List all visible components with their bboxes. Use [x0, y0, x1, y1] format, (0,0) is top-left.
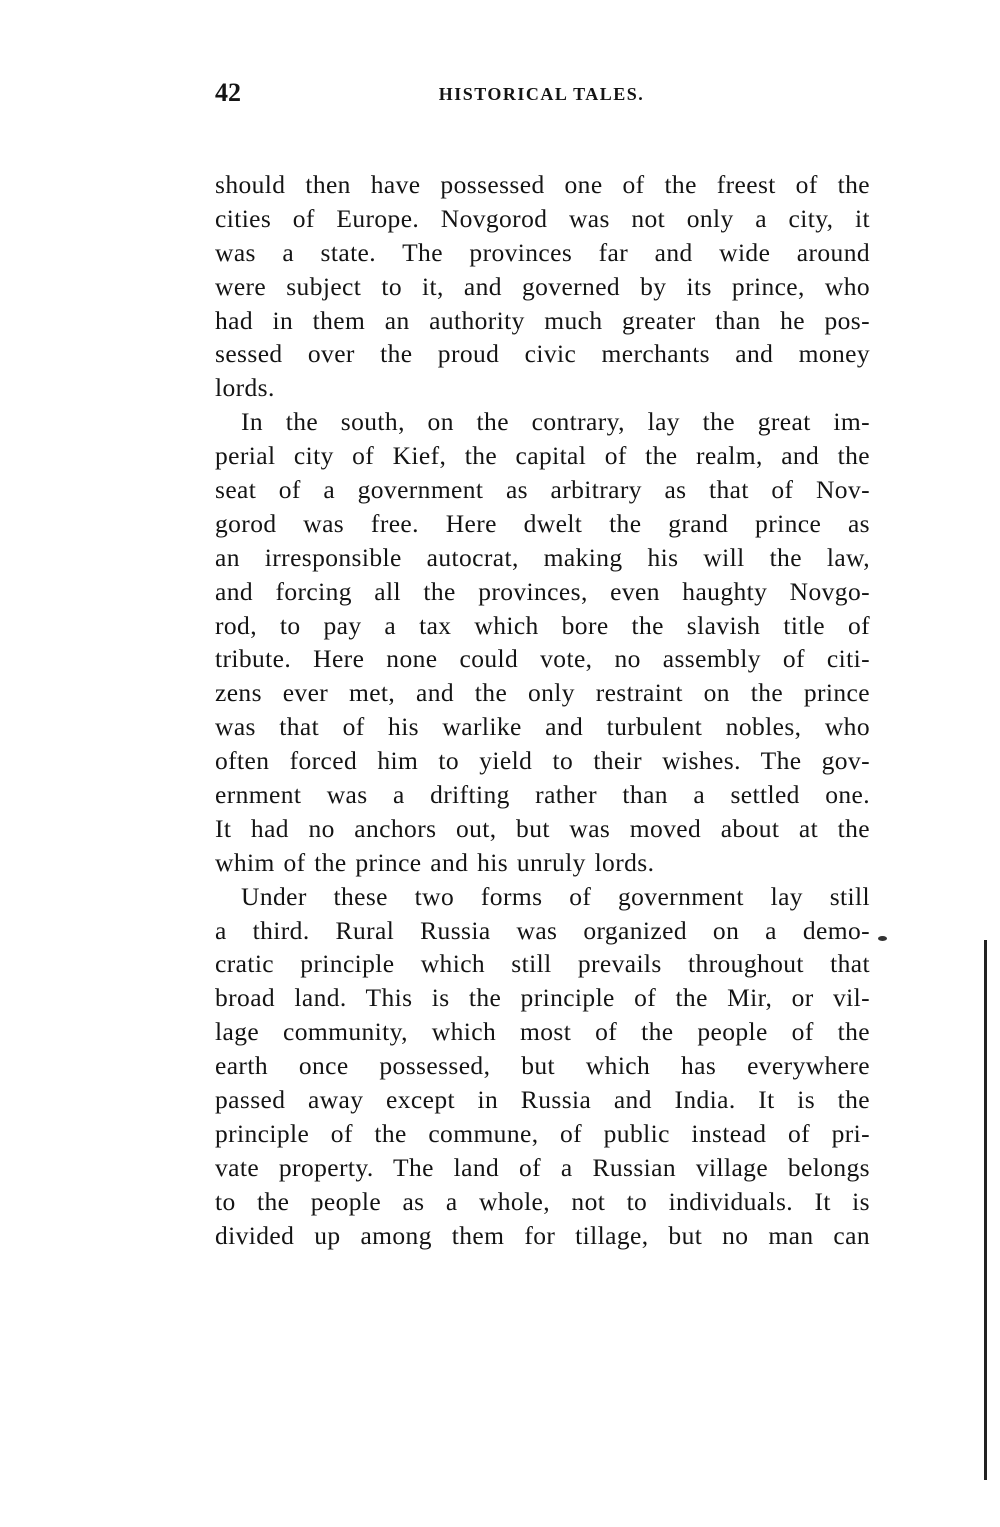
text-line: passed away except in Russia and India. It is the	[215, 1085, 870, 1115]
text-line: gorod was free. Here dwelt the grand prince as	[215, 508, 870, 538]
paragraph	[215, 880, 870, 1253]
text-line: seat of a government as arbitrary as that of Nov-	[215, 475, 870, 505]
text-line: cities of Europe. Novgorod was not only a city, it	[215, 203, 870, 233]
text-line: Under these two forms of government lay still	[241, 881, 870, 911]
text-line: sessed over the proud civic merchants and money	[215, 339, 870, 369]
text-line: perial city of Kief, the capital of the realm, and the	[215, 441, 870, 471]
text-line: vate property. The land of a Russian village belongs	[215, 1152, 870, 1182]
text-line: were subject to it, and governed by its prince, who	[215, 271, 870, 301]
text-line: an irresponsible autocrat, making his will the law,	[215, 542, 870, 572]
text-line: In the south, on the contrary, lay the great im-	[241, 407, 870, 437]
text-line: ernment was a drifting rather than a settled one.	[215, 780, 870, 810]
paragraph	[215, 168, 870, 405]
text-line: whim of the prince and his unruly lords.	[215, 847, 655, 877]
text-line: divided up among them for tillage, but no man can	[215, 1220, 870, 1250]
text-line: broad land. This is the principle of the Mir, or vil-	[215, 983, 870, 1013]
text-line: a third. Rural Russia was organized on a demo-	[215, 915, 870, 945]
text-line: It had no anchors out, but was moved about at the	[215, 813, 870, 843]
paragraph	[215, 405, 870, 879]
text-line: rod, to pay a tax which bore the slavish title of	[215, 610, 870, 640]
page-number: 42	[215, 78, 241, 107]
text-line: to the people as a whole, not to individuals. It is	[215, 1186, 870, 1216]
page-edge-line	[984, 940, 987, 1480]
text-line: had in them an authority much greater than he pos-	[215, 305, 870, 335]
text-line: was that of his warlike and turbulent nobles, who	[215, 712, 870, 742]
body-text	[215, 168, 870, 1253]
text-line: zens ever met, and the only restraint on the prince	[215, 678, 870, 708]
ink-speck	[878, 936, 887, 941]
text-line: often forced him to yield to their wishes. The gov-	[215, 746, 870, 776]
running-title: HISTORICAL TALES.	[438, 84, 645, 104]
text-line: tribute. Here none could vote, no assembly of citi-	[215, 644, 870, 674]
text-line: cratic principle which still prevails throughout that	[215, 949, 870, 979]
text-line: earth once possessed, but which has everywhere	[215, 1051, 870, 1081]
text-line: lords.	[215, 373, 275, 403]
text-line: and forcing all the provinces, even haughty Novgo-	[215, 576, 870, 606]
text-line: lage community, which most of the people of the	[215, 1017, 870, 1047]
running-header	[215, 78, 868, 112]
text-line: was a state. The provinces far and wide around	[215, 237, 870, 267]
text-line: principle of the commune, of public instead of pri-	[215, 1118, 870, 1148]
text-line: should then have possessed one of the freest of the	[215, 170, 870, 199]
